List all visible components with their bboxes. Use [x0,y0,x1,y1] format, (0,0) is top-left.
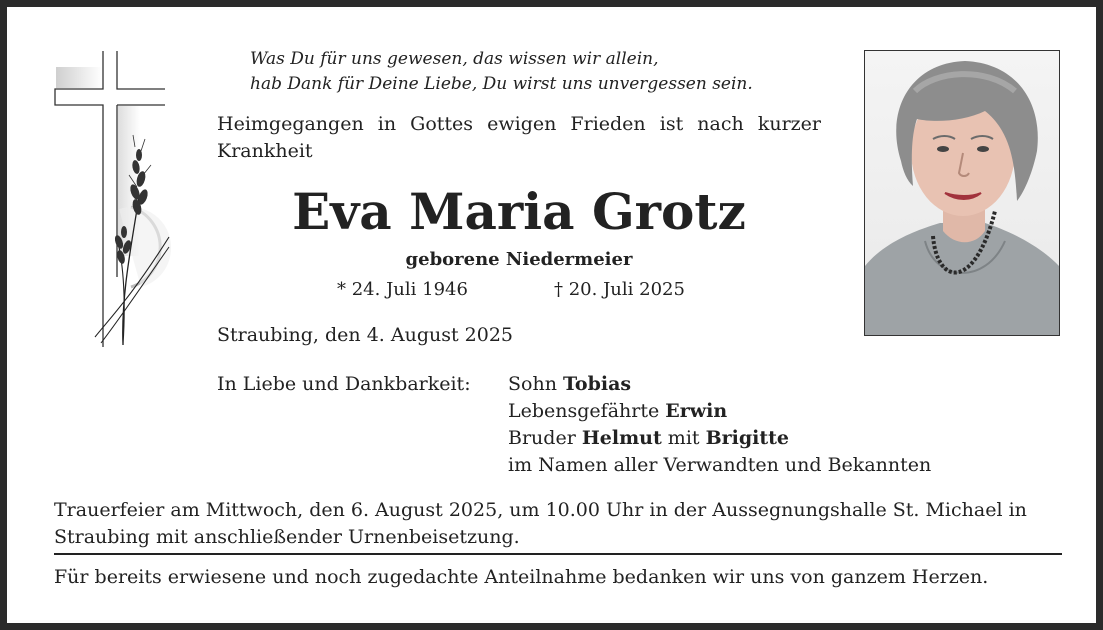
family-member: Bruder Helmut mit Brigitte [508,427,790,449]
poem-line-1: Was Du für uns gewesen, das wissen wir allein, [250,49,659,69]
closing-thanks: Für bereits erwiesene und noch zugedachte Anteilnahme bedanken wir uns von ganzem Herzen. [54,566,989,588]
birth-date: * 24. Juli 1946 [337,279,468,300]
family-member: im Namen aller Verwandten und Bekannten [508,454,932,476]
poem [250,47,850,97]
death-date: † 20. Juli 2025 [554,279,685,300]
family-member: Lebensgefährte Erwin [508,400,728,422]
poem-line-2: hab Dank für Deine Liebe, Du wirst uns unvergessen sein. [250,74,753,94]
intro-text: Heimgegangen in Gottes ewigen Frieden ist nach kurzer Krankheit [217,113,821,162]
deceased-name: Eva Maria Grotz [292,182,746,241]
thanks-label: In Liebe und Dankbarkeit: [217,373,471,395]
family-member: Sohn Tobias [508,373,632,395]
funeral-info: Trauerfeier am Mittwoch, den 6. August 2025, um 10.00 Uhr in der Aussegnungshalle St. Michael in Straubing mit anschließender Urnenbeisetzung. [54,499,1027,548]
place-and-date: Straubing, den 4. August 2025 [217,324,514,346]
portrait-illustration [865,51,1059,335]
birth-name: geborene Niedermeier [405,249,633,270]
divider [54,553,1062,555]
family-list [508,371,931,479]
portrait-photo [864,50,1060,336]
cross-with-wheat-icon [51,47,181,352]
